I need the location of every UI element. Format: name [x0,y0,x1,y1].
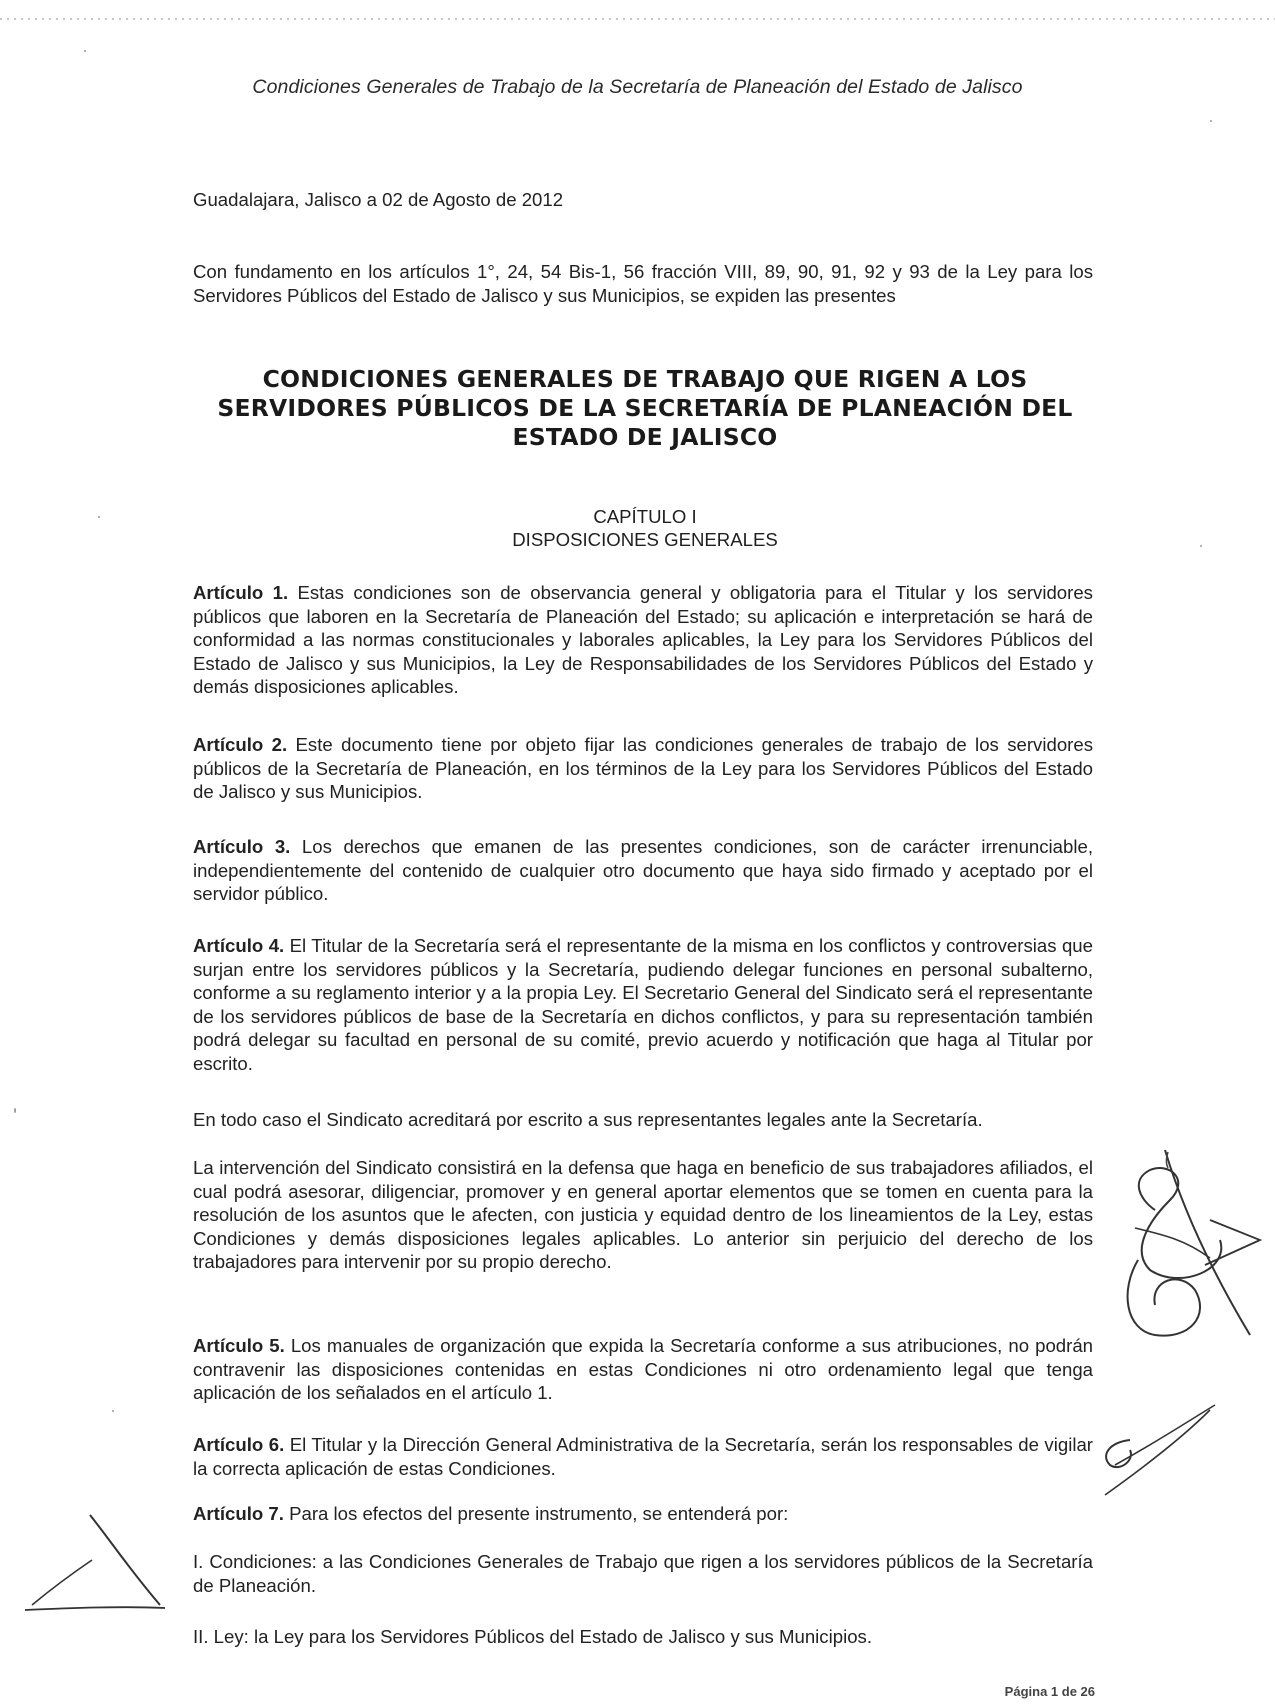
scan-speck [1200,545,1202,547]
signature-left-initial [20,1510,170,1620]
chapter-number: CAPÍTULO I [593,506,697,527]
title-line-1: CONDICIONES GENERALES DE TRABAJO QUE RIGEN A LOS [262,365,1028,393]
sindicato-paragraph-1: En todo caso el Sindicato acreditará por escrito a sus representantes legales ante la Secretaría. [193,1109,983,1130]
article-7 [193,1502,1093,1526]
document-title [190,365,1100,452]
article-text: El Titular de la Secretaría será el representante de la misma en los conflictos y controversias que surjan entre los servidores públicos y la Secretaría, pudiendo delegar funciones en personal subalterno, conforme a su reglamento interior y a la propia Ley. El Secretario General del Sindicato será el representante de los servidores públicos de base de la Secretaría en dichos conflictos, y para su representación también podrá delegar su facultad en personal de su comité, previo acuerdo y notificación que haga al Titular por escrito. [193,935,1093,1074]
chapter-name: DISPOSICIONES GENERALES [512,529,778,550]
article-3 [193,835,1093,906]
article-4 [193,934,1093,1075]
scan-speck [112,1410,114,1412]
article-text: Los derechos que emanen de las presentes condiciones, son de carácter irrenunciable, independientemente del contenido de cualquier otro documento que haya sido firmado y aceptado por el servidor público. [193,836,1093,904]
article-6 [193,1433,1093,1480]
sindicato-paragraph-2: La intervención del Sindicato consistirá en la defensa que haga en beneficio de sus trabajadores afiliados, el cual podrá asesorar, diligenciar, promover y en general aportar elementos que se tomen en cuenta para la resolución de los asuntos que le afecten, con justicia y equidad dentro de los lineamientos de la Ley, estas Condiciones y demás disposiciones legales aplicables. Lo anterior sin perjuicio del derecho de los trabajadores para intervenir por su propio derecho. [193,1157,1093,1272]
signature-right-large [1110,1140,1270,1350]
article-text: Los manuales de organización que expida la Secretaría conforme a sus atribuciones, no podrán contravenir las disposiciones contenidas en estas Condiciones ni otro ordenamiento legal que tenga aplicación de los señalados en el artículo 1. [193,1335,1093,1403]
running-header: Condiciones Generales de Trabajo de la Secretaría de Planeación del Estado de Jalisco [252,76,1023,98]
article-label: Artículo 3. [193,836,291,857]
article-label: Artículo 5. [193,1335,285,1356]
article-text: Estas condiciones son de observancia general y obligatoria para el Titular y los servidores públicos que laboren en la Secretaría de Planeación del Estado; su aplicación e interpretación se hará de conformidad a las normas constitucionales y laborales aplicables, la Ley para los Servidores Públicos del Estado de Jalisco y sus Municipios, la Ley de Responsabilidades de los Servidores Públicos del Estado y demás disposiciones aplicables. [193,582,1093,697]
title-line-2: SERVIDORES PÚBLICOS DE LA SECRETARÍA DE PLANEACIÓN DEL [217,394,1073,422]
signature-right-initial [1090,1400,1220,1500]
article-label: Artículo 7. [193,1503,284,1524]
scan-edge-dots [0,18,1275,20]
article-label: Artículo 2. [193,734,288,755]
article-1 [193,581,1093,699]
title-line-3: ESTADO DE JALISCO [512,423,778,451]
scan-speck [1210,120,1212,122]
date-line: Guadalajara, Jalisco a 02 de Agosto de 2012 [193,189,564,210]
article-text: El Titular y la Dirección General Administrativa de la Secretaría, serán los responsables de vigilar la correcta aplicación de estas Condiciones. [193,1434,1093,1479]
article-5 [193,1334,1093,1405]
page-number: Página 1 de 26 [1004,1684,1095,1699]
article-label: Artículo 4. [193,935,285,956]
definition-2: II. Ley: la Ley para los Servidores Públicos del Estado de Jalisco y sus Municipios. [193,1626,873,1647]
chapter-heading [190,505,1100,551]
preamble-paragraph: Con fundamento en los artículos 1°, 24, 54 Bis-1, 56 fracción VIII, 89, 90, 91, 92 y 93 de la Ley para los Servidores Públicos del Estado de Jalisco y sus Municipios, se expiden las presentes [193,261,1093,306]
definition-1: I. Condiciones: a las Condiciones Generales de Trabajo que rigen a los servidores públicos de la Secretaría de Planeación. [193,1551,1093,1596]
article-2 [193,733,1093,804]
article-label: Artículo 1. [193,582,289,603]
article-text: Este documento tiene por objeto fijar las condiciones generales de trabajo de los servidores públicos de la Secretaría de Planeación, en los términos de la Ley para los Servidores Públicos del Estado de Jalisco y sus Municipios. [193,734,1093,802]
scan-speck [98,516,100,518]
scan-speck [14,1108,16,1113]
article-text: Para los efectos del presente instrumento, se entenderá por: [283,1503,789,1524]
margin-mark [1163,1150,1173,1170]
scan-speck [84,50,86,52]
article-label: Artículo 6. [193,1434,285,1455]
